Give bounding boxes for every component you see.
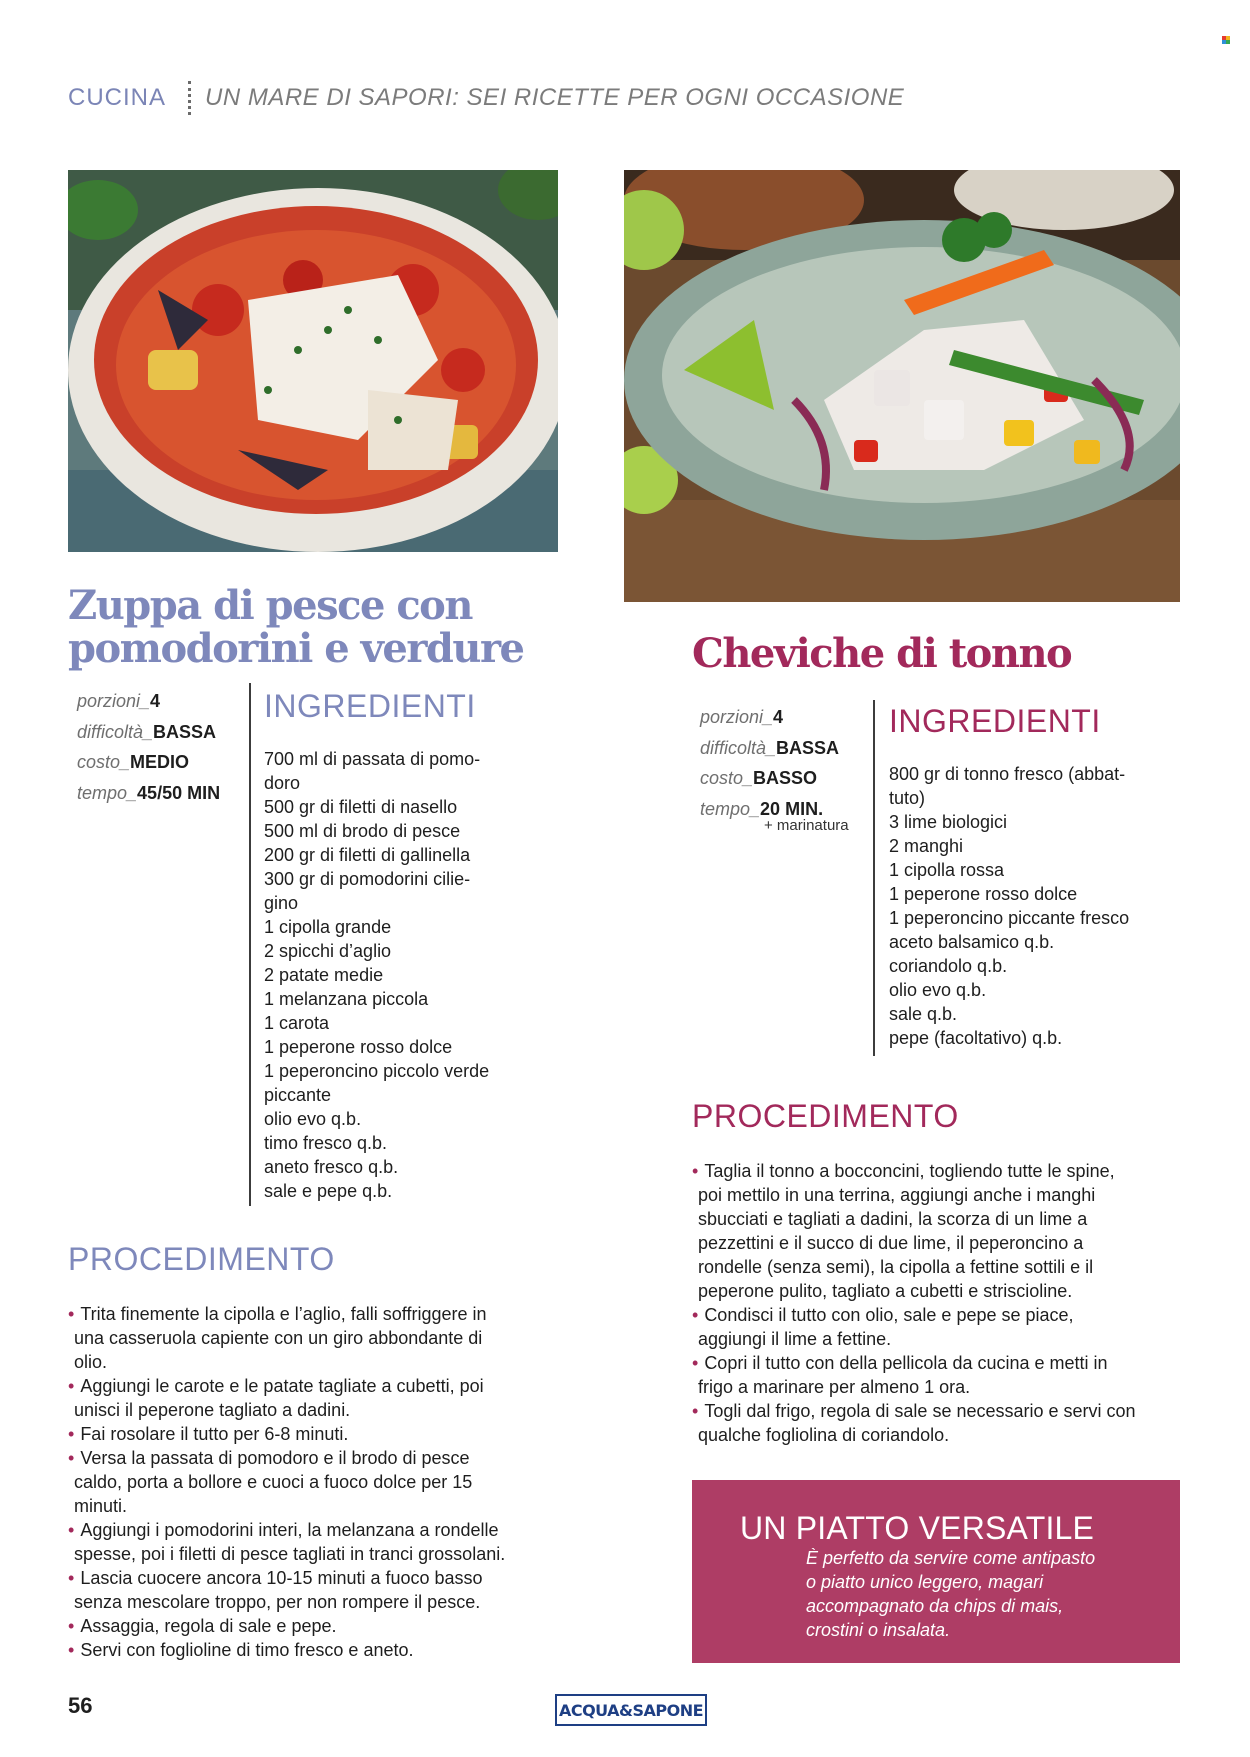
section-subtitle: UN MARE DI SAPORI: SEI RICETTE PER OGNI OCCASIONE bbox=[205, 84, 905, 111]
procedure-text: Assaggia, regola di sale e pepe. bbox=[80, 1616, 337, 1636]
procedure-line bbox=[68, 1302, 505, 1326]
procedure-line bbox=[692, 1327, 1136, 1351]
procedure-text: Trita finemente la cipolla e l’aglio, falli soffriggere in bbox=[80, 1304, 487, 1324]
tip-box-body bbox=[806, 1546, 1095, 1642]
tip-box-line: accompagnato da chips di mais, bbox=[806, 1596, 1064, 1616]
info-value: BASSA bbox=[776, 737, 840, 758]
ingredient-item: timo fresco q.b. bbox=[264, 1133, 388, 1153]
procedure-line bbox=[692, 1279, 1136, 1303]
procedure-line bbox=[68, 1518, 505, 1542]
ingredient-item: 1 peperoncino piccolo verde bbox=[264, 1061, 490, 1081]
recipe-2-title: Cheviche di tonno bbox=[692, 630, 1072, 677]
bullet-icon: • bbox=[692, 1161, 699, 1181]
procedure-text: senza mescolare troppo, per non rompere il pesce. bbox=[74, 1592, 481, 1612]
procedure-text: rondelle (senza semi), la cipolla a fettine sottili e il bbox=[698, 1257, 1094, 1277]
procedure-line bbox=[692, 1183, 1136, 1207]
procedure-line bbox=[68, 1566, 505, 1590]
fish-soup-photo bbox=[68, 170, 558, 552]
procedure-line bbox=[68, 1350, 505, 1374]
info-label: porzioni_ bbox=[77, 691, 151, 711]
procedure-text: unisci il peperone tagliato a dadini. bbox=[74, 1400, 351, 1420]
procedure-text: peperone pulito, tagliato a cubetti e striscioline. bbox=[698, 1281, 1073, 1301]
ingredient-item: 1 cipolla grande bbox=[264, 917, 392, 937]
info-row bbox=[77, 717, 220, 748]
procedure-text: Aggiungi le carote e le patate tagliate a cubetti, poi bbox=[80, 1376, 484, 1396]
info-value: 20 MIN. bbox=[760, 798, 824, 819]
bullet-icon: • bbox=[68, 1520, 75, 1540]
procedure-text: una casseruola capiente con un giro abbondante di bbox=[74, 1328, 483, 1348]
bullet-icon: • bbox=[68, 1424, 75, 1444]
bullet-icon: • bbox=[68, 1448, 75, 1468]
header-divider bbox=[188, 81, 191, 115]
info-row bbox=[700, 763, 849, 794]
ingredient-item: 1 melanzana piccola bbox=[264, 989, 429, 1009]
ingredient-item: 1 peperone rosso dolce bbox=[264, 1037, 453, 1057]
ingredient-item: olio evo q.b. bbox=[889, 980, 987, 1000]
info-value: 45/50 MIN bbox=[137, 782, 221, 803]
procedure-line bbox=[692, 1423, 1136, 1447]
recipe-1-info bbox=[77, 686, 220, 808]
procedure-text: Servi con foglioline di timo fresco e aneto. bbox=[80, 1640, 414, 1660]
page-number: 56 bbox=[68, 1693, 93, 1718]
bullet-icon: • bbox=[68, 1304, 75, 1324]
tip-box-title: UN PIATTO VERSATILE bbox=[740, 1510, 1095, 1546]
info-row bbox=[700, 702, 849, 733]
info-value: 4 bbox=[150, 691, 161, 711]
ingredient-item: aneto fresco q.b. bbox=[264, 1157, 399, 1177]
recipe-1-divider bbox=[249, 683, 251, 1206]
procedure-text: poi mettilo in una terrina, aggiungi anche i manghi bbox=[698, 1185, 1096, 1205]
recipe-1-title bbox=[68, 584, 588, 670]
ingredient-item: 2 manghi bbox=[889, 836, 964, 856]
recipe-1-title-line-1: Zuppa di pesce con bbox=[68, 582, 472, 629]
ingredient-item: pepe (facoltativo) q.b. bbox=[889, 1028, 1063, 1048]
ingredient-item: 700 ml di passata di pomo- bbox=[264, 749, 481, 769]
ingredient-item: tuto) bbox=[889, 788, 926, 808]
procedure-line bbox=[68, 1470, 505, 1494]
info-label: porzioni_ bbox=[700, 707, 774, 727]
recipe-1-title-line-2: pomodorini e verdure bbox=[68, 625, 524, 672]
info-label: difficoltà_ bbox=[77, 721, 154, 742]
ingredient-item: doro bbox=[264, 773, 301, 793]
ingredient-item: 1 peperone rosso dolce bbox=[889, 884, 1078, 904]
bullet-icon: • bbox=[692, 1353, 699, 1373]
ingredient-item: 1 carota bbox=[264, 1013, 330, 1033]
procedure-text: aggiungi il lime a fettine. bbox=[698, 1329, 892, 1349]
procedure-text: Togli dal frigo, regola di sale se necessario e servi con bbox=[704, 1401, 1136, 1421]
info-value: 4 bbox=[773, 707, 784, 727]
logo-text: ACQUA&SAPONE bbox=[558, 1700, 704, 1720]
procedure-line bbox=[692, 1303, 1136, 1327]
procedure-line bbox=[68, 1614, 505, 1638]
ingredient-item: 200 gr di filetti di gallinella bbox=[264, 845, 471, 865]
procedure-line bbox=[68, 1494, 505, 1518]
procedure-text: pezzettini e il succo di due lime, il peperoncino a bbox=[698, 1233, 1084, 1253]
procedure-line bbox=[692, 1207, 1136, 1231]
ingredient-item: 300 gr di pomodorini cilie- bbox=[264, 869, 471, 889]
ingredient-item: sale q.b. bbox=[889, 1004, 958, 1024]
bullet-icon: • bbox=[692, 1305, 699, 1325]
ingredient-item: 3 lime biologici bbox=[889, 812, 1008, 832]
tip-box-line: crostini o insalata. bbox=[806, 1620, 951, 1640]
procedure-text: Versa la passata di pomodoro e il brodo di pesce bbox=[80, 1448, 470, 1468]
procedure-text: Aggiungi i pomodorini interi, la melanzana a rondelle bbox=[80, 1520, 499, 1540]
recipe-1-procedure bbox=[68, 1302, 505, 1662]
procedure-text: Lascia cuocere ancora 10-15 minuti a fuoco basso bbox=[80, 1568, 483, 1588]
tip-box-line: o piatto unico leggero, magari bbox=[806, 1572, 1044, 1592]
procedure-line bbox=[692, 1255, 1136, 1279]
ingredient-item: sale e pepe q.b. bbox=[264, 1181, 393, 1201]
info-row bbox=[700, 733, 849, 764]
procedure-line bbox=[68, 1638, 505, 1662]
procedure-line bbox=[692, 1351, 1136, 1375]
info-label: tempo_ bbox=[700, 798, 761, 819]
ingredient-item: gino bbox=[264, 893, 299, 913]
procedure-text: olio. bbox=[74, 1352, 108, 1372]
procedure-text: minuti. bbox=[74, 1496, 128, 1516]
procedure-line bbox=[692, 1159, 1136, 1183]
ingredient-item: 500 ml di brodo di pesce bbox=[264, 821, 461, 841]
recipe-2-info bbox=[700, 702, 849, 834]
tip-box bbox=[692, 1480, 1180, 1663]
info-label: costo_ bbox=[700, 768, 754, 788]
ingredient-item: 1 peperoncino piccante fresco bbox=[889, 908, 1130, 928]
procedure-line bbox=[68, 1542, 505, 1566]
ingredient-item: 2 patate medie bbox=[264, 965, 384, 985]
bullet-icon: • bbox=[68, 1616, 75, 1636]
info-value: BASSA bbox=[153, 721, 217, 742]
page-header bbox=[68, 80, 904, 116]
info-label: difficoltà_ bbox=[700, 737, 777, 758]
procedure-text: Taglia il tonno a bocconcini, togliendo tutte le spine, bbox=[704, 1161, 1115, 1181]
ingredient-item: 500 gr di filetti di nasello bbox=[264, 797, 458, 817]
recipe-2-procedure-heading: PROCEDIMENTO bbox=[692, 1098, 959, 1134]
recipe-1-ingredients-heading: INGREDIENTI bbox=[264, 688, 476, 724]
bullet-icon: • bbox=[68, 1568, 75, 1588]
corner-mark-icon bbox=[1222, 36, 1230, 44]
procedure-line bbox=[68, 1590, 505, 1614]
procedure-line bbox=[68, 1374, 505, 1398]
procedure-text: caldo, porta a bollore e cuoci a fuoco dolce per 15 bbox=[74, 1472, 473, 1492]
bullet-icon: • bbox=[68, 1376, 75, 1396]
info-row bbox=[77, 686, 220, 717]
info-value: MEDIO bbox=[130, 752, 190, 772]
ingredient-item: aceto balsamico q.b. bbox=[889, 932, 1055, 952]
procedure-text: sbucciati e tagliati a dadini, la scorza di un lime a bbox=[698, 1209, 1088, 1229]
bullet-icon: • bbox=[68, 1640, 75, 1660]
procedure-text: spesse, poi i filetti di pesce tagliati in tranci grossolani. bbox=[74, 1544, 506, 1564]
ceviche-photo bbox=[624, 170, 1180, 602]
procedure-line bbox=[692, 1399, 1136, 1423]
recipe-1-ingredients bbox=[264, 747, 489, 1203]
section-label: CUCINA bbox=[68, 84, 167, 111]
info-row bbox=[77, 747, 220, 778]
ingredient-item: coriandolo q.b. bbox=[889, 956, 1008, 976]
ingredient-item: piccante bbox=[264, 1085, 332, 1105]
info-row bbox=[77, 778, 220, 809]
time-note: + marinatura bbox=[764, 817, 849, 834]
ingredient-item: olio evo q.b. bbox=[264, 1109, 362, 1129]
procedure-text: Fai rosolare il tutto per 6-8 minuti. bbox=[80, 1424, 349, 1444]
acqua-sapone-logo bbox=[555, 1694, 707, 1726]
bullet-icon: • bbox=[692, 1401, 699, 1421]
recipe-2-divider bbox=[873, 700, 875, 1056]
recipe-1-procedure-heading: PROCEDIMENTO bbox=[68, 1241, 335, 1277]
procedure-line bbox=[692, 1231, 1136, 1255]
procedure-line bbox=[68, 1398, 505, 1422]
procedure-text: Copri il tutto con della pellicola da cucina e metti in bbox=[704, 1353, 1108, 1373]
tip-box-line: È perfetto da servire come antipasto bbox=[806, 1548, 1096, 1568]
ingredient-item: 1 cipolla rossa bbox=[889, 860, 1005, 880]
ingredient-item: 800 gr di tonno fresco (abbat- bbox=[889, 764, 1126, 784]
procedure-line bbox=[68, 1446, 505, 1470]
info-label: tempo_ bbox=[77, 782, 138, 803]
procedure-line bbox=[68, 1422, 505, 1446]
procedure-text: Condisci il tutto con olio, sale e pepe se piace, bbox=[704, 1305, 1074, 1325]
recipe-2-ingredients-heading: INGREDIENTI bbox=[889, 703, 1101, 739]
procedure-line bbox=[692, 1375, 1136, 1399]
ingredient-item: 2 spicchi d’aglio bbox=[264, 941, 392, 961]
recipe-2-ingredients bbox=[889, 762, 1129, 1050]
info-value: BASSO bbox=[753, 768, 818, 788]
procedure-line bbox=[68, 1326, 505, 1350]
info-label: costo_ bbox=[77, 752, 131, 772]
procedure-text: frigo a marinare per almeno 1 ora. bbox=[698, 1377, 971, 1397]
procedure-text: qualche fogliolina di coriandolo. bbox=[698, 1425, 950, 1445]
recipe-2-procedure bbox=[692, 1159, 1136, 1447]
